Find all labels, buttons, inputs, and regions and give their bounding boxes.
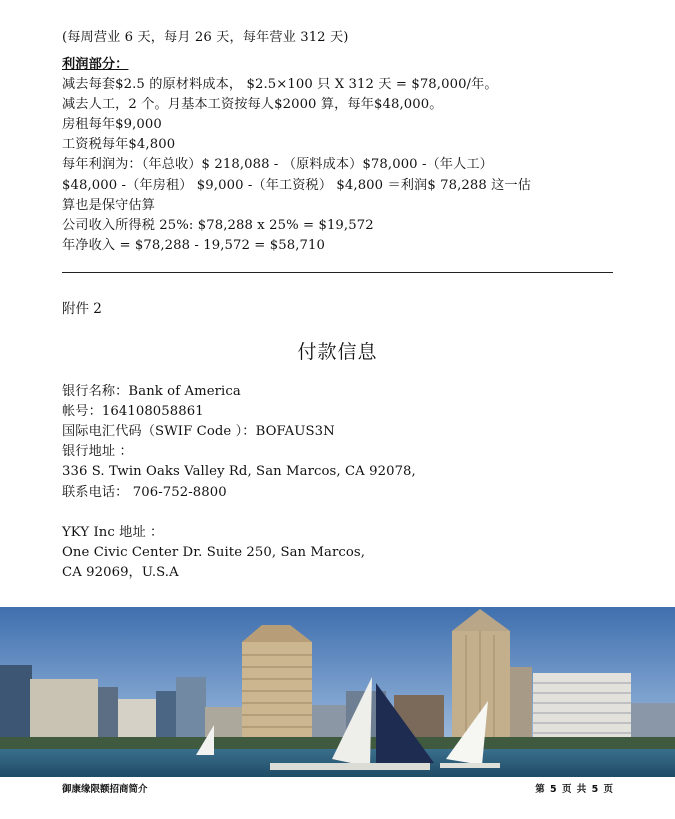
profit-line: 算也是保守估算	[62, 198, 156, 213]
section-divider	[62, 272, 613, 273]
city-skyline-photo	[0, 607, 675, 777]
bank-address-label: 银行地址 ：	[62, 444, 133, 459]
company-address-label: YKY Inc 地址 ：	[62, 525, 164, 540]
footer-page-number: 第 5 页 共 5 页	[535, 784, 613, 795]
annex-label: 附件 2	[62, 301, 102, 317]
profit-line: 减去人工，2 个。月基本工资按每人$2000 算，每年$48,000。	[62, 97, 443, 112]
profit-line: 减去每套$2.5 的原材料成本， $2.5×100 只 X 312 天 = $78,000/年。	[62, 77, 498, 92]
bank-address: 336 S. Twin Oaks Valley Rd, San Marcos, CA 92078,	[62, 464, 416, 479]
company-address-line: CA 92069，U.S.A	[62, 565, 179, 580]
bank-name: 银行名称：Bank of America	[62, 384, 241, 399]
payment-info-title: 付款信息	[297, 341, 378, 363]
operating-days-note: (每周营业 6 天，每月 26 天，每年营业 312 天)	[62, 30, 349, 45]
profit-heading: 利润部分：	[62, 57, 129, 72]
contact-phone: 联系电话： 706-752-8800	[62, 485, 227, 500]
profit-line: $48,000 -（年房租） $9,000 -（年工资税） $4,800 ＝利润$ 78,288 这一估	[62, 178, 531, 193]
profit-line: 年净收入 = $78,288 - 19,572 = $58,710	[62, 238, 325, 253]
swift-code: 国际电汇代码（SWIF Code ）：BOFAUS3N	[62, 424, 335, 439]
footer-doc-title: 御康缘限额招商简介	[62, 784, 148, 795]
profit-line: 每年利润为：（年总收）$ 218,088 - （原料成本）$78,000 -（年人工）	[62, 157, 493, 172]
profit-line: 工资税每年$4,800	[62, 137, 176, 152]
profit-line: 房租每年$9,000	[62, 117, 162, 132]
company-address-line: One Civic Center Dr. Suite 250, San Marcos,	[62, 545, 366, 560]
profit-line: 公司收入所得税 25%: $78,288 x 25% = $19,572	[62, 218, 374, 233]
account-number: 帐号：164108058861	[62, 404, 204, 419]
